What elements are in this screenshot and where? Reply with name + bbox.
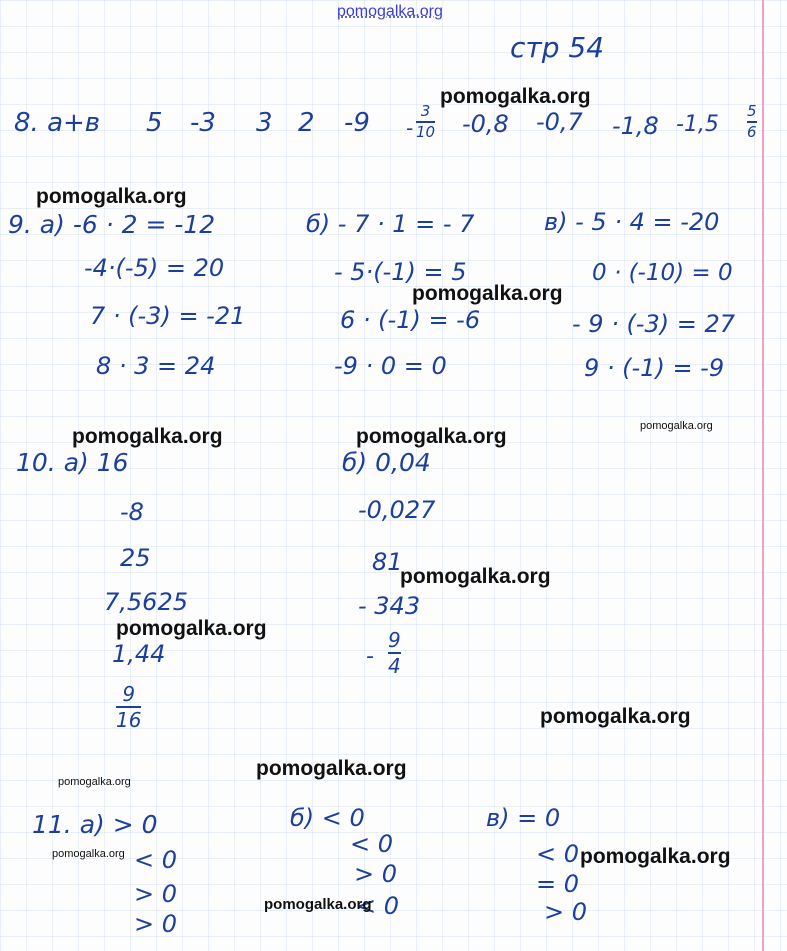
- task11-b-line: б) < 0: [290, 804, 365, 832]
- task10-b-line: - 343: [358, 592, 421, 620]
- task9-b-line: -9 · 0 = 0: [334, 352, 447, 380]
- task9-a-line: 7 · (-3) = -21: [90, 302, 246, 330]
- watermark: pomogalka.org: [400, 565, 551, 588]
- task10-a-line: -8: [120, 498, 144, 526]
- task9-v-line: - 9 · (-3) = 27: [572, 310, 736, 338]
- task11-b-line: > 0: [354, 860, 398, 888]
- watermark: pomogalka.org: [52, 848, 125, 860]
- task9-v-line: в) - 5 · 4 = -20: [544, 208, 720, 236]
- task8-label: 8. а+в: [14, 108, 101, 138]
- task11-a-line: > 0: [134, 880, 178, 908]
- task11-v-line: в) = 0: [486, 804, 561, 832]
- task9-a-line: 8 · 3 = 24: [96, 352, 216, 380]
- task10-b-line: б) 0,04: [342, 448, 431, 477]
- fraction-denominator: 16: [116, 708, 142, 732]
- watermark: pomogalka.org: [640, 420, 713, 432]
- task8-value: 5: [146, 108, 163, 138]
- task8-value: -1,5: [676, 112, 719, 137]
- task10-a-line: 10. а) 16: [16, 448, 129, 477]
- watermark: pomogalka.org: [356, 425, 507, 448]
- task10-a-fraction: [116, 684, 141, 730]
- task8-value: -0,7: [536, 108, 583, 136]
- task11-b-line: < 0: [350, 830, 394, 858]
- task8-value: -3: [190, 108, 216, 138]
- task10-a-line: 25: [120, 544, 151, 572]
- task9-v-line: 9 · (-1) = -9: [584, 354, 725, 382]
- watermark: pomogalka.org: [36, 185, 187, 208]
- fraction-numerator: 9: [388, 628, 401, 652]
- task8-fraction: [416, 104, 435, 140]
- task8-value: 2: [298, 108, 315, 138]
- task9-b-line: б) - 7 · 1 = - 7: [306, 210, 475, 238]
- task9-b-line: 6 · (-1) = -6: [340, 306, 481, 334]
- fraction-denominator: 4: [388, 654, 401, 678]
- fraction-denominator: 10: [416, 123, 436, 141]
- task8-value: -0,8: [462, 110, 509, 138]
- task11-v-line: > 0: [544, 898, 588, 926]
- fraction-numerator: 3: [420, 102, 431, 120]
- task8-frac1-sign: -: [406, 116, 414, 140]
- task9-b-line: - 5·(-1) = 5: [334, 258, 467, 286]
- task10-a-line: 7,5625: [104, 588, 188, 616]
- watermark: pomogalka.org: [440, 85, 591, 108]
- fraction-numerator: 5: [747, 102, 757, 120]
- task11-a-line: 11. а) > 0: [32, 810, 158, 839]
- task9-a-line: 9. а) -6 · 2 = -12: [8, 210, 216, 239]
- task11-v-line: = 0: [536, 870, 580, 898]
- task11-a-line: > 0: [134, 910, 178, 938]
- page-reference: стр 54: [510, 31, 605, 64]
- task8-value: -1,8: [612, 112, 659, 140]
- task11-a-line: < 0: [134, 846, 178, 874]
- watermark: pomogalka.org: [256, 757, 407, 780]
- margin-line: [762, 0, 764, 951]
- task11-b-line: < 0: [356, 892, 400, 920]
- watermark: pomogalka.org: [72, 425, 223, 448]
- task8-fraction: [747, 104, 757, 140]
- task11-v-line: < 0: [536, 840, 580, 868]
- watermark: pomogalka.org: [264, 896, 372, 913]
- watermark: pomogalka.org: [116, 617, 267, 640]
- task10-b-fraction: [388, 630, 401, 676]
- task9-v-line: 0 · (-10) = 0: [592, 260, 733, 286]
- task9-a-line: -4·(-5) = 20: [84, 254, 225, 282]
- watermark: pomogalka.org: [58, 776, 131, 788]
- watermark: pomogalka.org: [540, 705, 691, 728]
- watermark: pomogalka.org: [412, 282, 563, 305]
- task10-b-frac-sign: -: [366, 644, 374, 669]
- task10-b-line: 81: [372, 548, 403, 576]
- fraction-denominator: 6: [747, 123, 757, 141]
- task8-value: 3: [256, 108, 273, 138]
- fraction-numerator: 9: [122, 682, 136, 706]
- task8-value: -9: [344, 108, 370, 138]
- watermark: pomogalka.org: [580, 845, 731, 868]
- site-link-top[interactable]: pomogalka.org: [337, 3, 443, 20]
- task10-b-line: -0,027: [358, 496, 436, 524]
- task10-a-line: 1,44: [112, 640, 166, 668]
